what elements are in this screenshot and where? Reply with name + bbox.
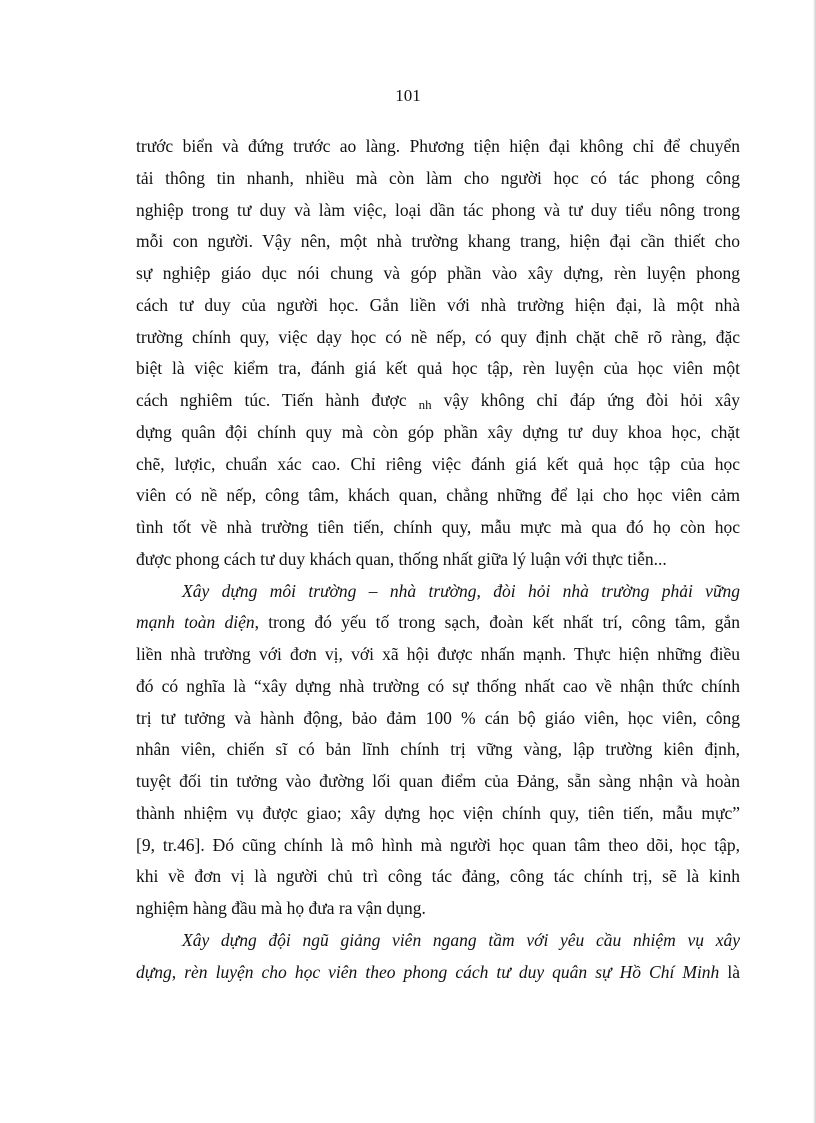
text-line: nghiệm hàng đầu mà họ đưa ra vận dụng. (136, 898, 426, 918)
text-line: trị tư tưởng và hành động, bảo đảm 100 % cán bộ giáo viên, học viên, công (136, 707, 740, 728)
text-line: [9, tr.46]. Đó cũng chính là mô hình mà người học quan tâm theo dõi, học tập, (136, 834, 740, 855)
text-line: dựng quân đội chính quy mà còn góp phần xây dựng tư duy khoa học, chặt (136, 421, 740, 442)
text-line: trước biển và đứng trước ao làng. Phương tiện hiện đại không chỉ để chuyển (136, 136, 740, 156)
paragraph-3 (136, 925, 740, 989)
text-line: tuyệt đối tin tưởng vào đường lối quan điểm của Đảng, sẵn sàng nhận và hoàn (136, 771, 740, 791)
text-line: Xây dựng môi trường – nhà trường, đòi hỏi nhà trường phải vững (182, 580, 740, 601)
text-segment: là (719, 961, 740, 982)
text-line: khi về đơn vị là người chủ trì công tác đảng, công tác chính trị, sẽ là kinh (136, 866, 740, 887)
text-line: Xây dựng đội ngũ giảng viên ngang tầm với yêu cầu nhiệm vụ xây (182, 929, 740, 950)
text-line (136, 957, 740, 989)
text-line: nghiệp trong tư duy và làm việc, loại dần tác phong và tư duy tiểu nông trong (136, 199, 740, 220)
text-line (136, 385, 740, 417)
misplaced-text-fragment: nh (418, 397, 432, 412)
paragraph-2 (136, 576, 740, 925)
text-segment: cách nghiêm túc. Tiến hành được (136, 390, 407, 410)
text-line (136, 607, 740, 639)
text-line: đó có nghĩa là “xây dựng nhà trường có sự thống nhất cao về nhận thức chính (136, 675, 740, 696)
text-line: được phong cách tư duy khách quan, thống nhất giữa lý luận với thực tiễn... (136, 548, 667, 569)
paragraph-1 (136, 131, 740, 576)
text-line: liền nhà trường với đơn vị, với xã hội được nhấn mạnh. Thực hiện những điều (136, 644, 740, 664)
text-line: sự nghiệp giáo dục nói chung và góp phần vào xây dựng, rèn luyện phong (136, 263, 740, 283)
text-line: biệt là việc kiểm tra, đánh giá kết quả học tập, rèn luyện của học viên một (136, 358, 740, 379)
text-line: chẽ, lượic, chuẩn xác cao. Chỉ riêng việc đánh giá kết quả học tập của học (136, 453, 740, 474)
text-segment: , trong đó yếu tố trong sạch, đoàn kết nhất trí, công tâm, gắn (254, 612, 740, 633)
text-line: tình tốt về nhà trường tiên tiến, chính quy, mẫu mực mà qua đó họ còn học (136, 517, 740, 537)
text-line: trường chính quy, việc dạy học có nề nếp, có quy định chặt chẽ rõ ràng, đặc (136, 326, 740, 347)
text-segment: vậy không chỉ đáp ứng đòi hỏi xây (443, 390, 741, 410)
text-line: cách tư duy của người học. Gắn liền với nhà trường hiện đại, là một nhà (136, 294, 740, 315)
text-line: thành nhiệm vụ được giao; xây dựng học viện chính quy, tiên tiến, mẫu mực” (136, 802, 740, 823)
text-line: mỗi con người. Vậy nên, một nhà trường khang trang, hiện đại cần thiết cho (136, 231, 740, 252)
italic-segment: mạnh toàn diện (136, 612, 255, 633)
text-line: viên có nề nếp, công tâm, khách quan, chẳng những để lại cho học viên cảm (136, 485, 740, 506)
page-number: 101 (395, 86, 421, 105)
body-text (136, 131, 740, 988)
italic-segment: dựng, rèn luyện cho học viên theo phong cách tư duy quân sự Hồ Chí Minh (136, 961, 720, 982)
text-line: nhân viên, chiến sĩ có bản lĩnh chính trị vững vàng, lập trường kiên định, (136, 739, 740, 760)
text-line: tải thông tin nhanh, nhiều mà còn làm cho người học có tác phong công (136, 167, 740, 188)
